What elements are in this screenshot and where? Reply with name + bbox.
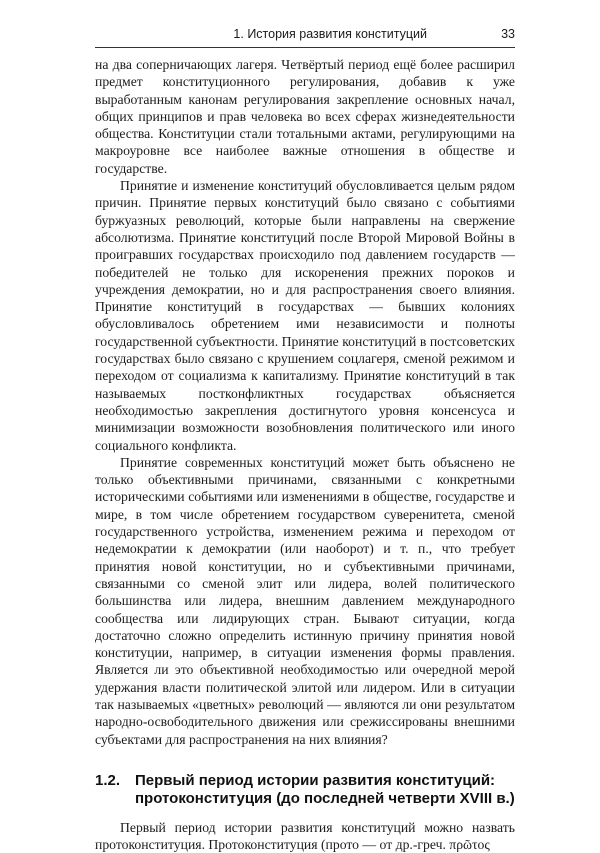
body-text: [95, 56, 515, 853]
section-number: 1.2.: [95, 771, 121, 789]
running-header-title: 1. История развития конституций: [233, 27, 427, 41]
paragraph-adoption-reasons: Принятие и изменение конституций обусловливается целым рядом причин. Принятие первых конституций было связано с событиями буржуазных революций, которые были направлены на свержение абсолютизма. Принятие конституций после Второй Мировой Войны в проигравших государствах происходило под давлением государств — победителей не только для искоренения прежних пороков и учреждения демократии, но и для распространения своего влияния. Принятие конституций в государствах — бывших колониях обусловливалось обретением ими независимости и полноты государственной субъектности. Принятие конституций в постсоветских государствах было связано с крушением соцлагеря, сменой режимом и переходом от социализма к капитализму. Принятие конституций в так называемых постконфликтных государствах объясняется необходимостью закрепления достигнутого уровня консенсуса и минимизации возможности возобновления политического или иного социального конфликта.: [95, 178, 515, 453]
section-heading: [95, 772, 515, 809]
paragraph-protoconstitution: Первый период истории развития конституций можно назвать протоконституция. Протоконституция (прото — от др.-греч. πρῶτος: [95, 819, 515, 853]
header-rule: [95, 47, 515, 48]
section-title: Первый период истории развития конституций: протоконституция (до последней четверти XVIII в.): [135, 771, 515, 808]
page-number: 33: [501, 27, 515, 41]
paragraph-modern-constitutions: Принятие современных конституций может быть объяснено не только объективными причинами, связанными с конкретными историческими событиями или изменениями в обществе, государстве и мире, в том числе обретением государством суверенитета, сменой государственного устройства, изменением режима и переходом от недемократии к демократии (или наоборот) и т. п., что требует принятия новой конституции, но и субъективными причинами, связанными со сменой элит или лидера, волей политического большинства или лидера, внешним давлением международного сообщества или лидирующих стран. Бывают ситуации, когда достаточно сложно определить истинную причину принятия новой конституции, например, в ситуации изменения формы правления. Является ли это объективной необходимостью или очередной мерой удержания власти политической элитой или лидером. Или в ситуации так называемых «цветных» революций — являются ли они результатом народно-освободительного движения или срежиссированы внешними субъектами для распространения на них влияния?: [95, 454, 515, 747]
paragraph-continued: на два соперничающих лагеря. Четвёртый период ещё более расширил предмет конституционного регулирования, добавив к уже выработанным канонам регулирования закрепление основных начал, общих принципов и прав человека во всех сферах жизнедеятельности общества. Конституции стали тотальными актами, регулирующими на макроуровне все наиболее важные отношения в обществе и государстве.: [95, 57, 515, 176]
running-header: [95, 27, 515, 47]
